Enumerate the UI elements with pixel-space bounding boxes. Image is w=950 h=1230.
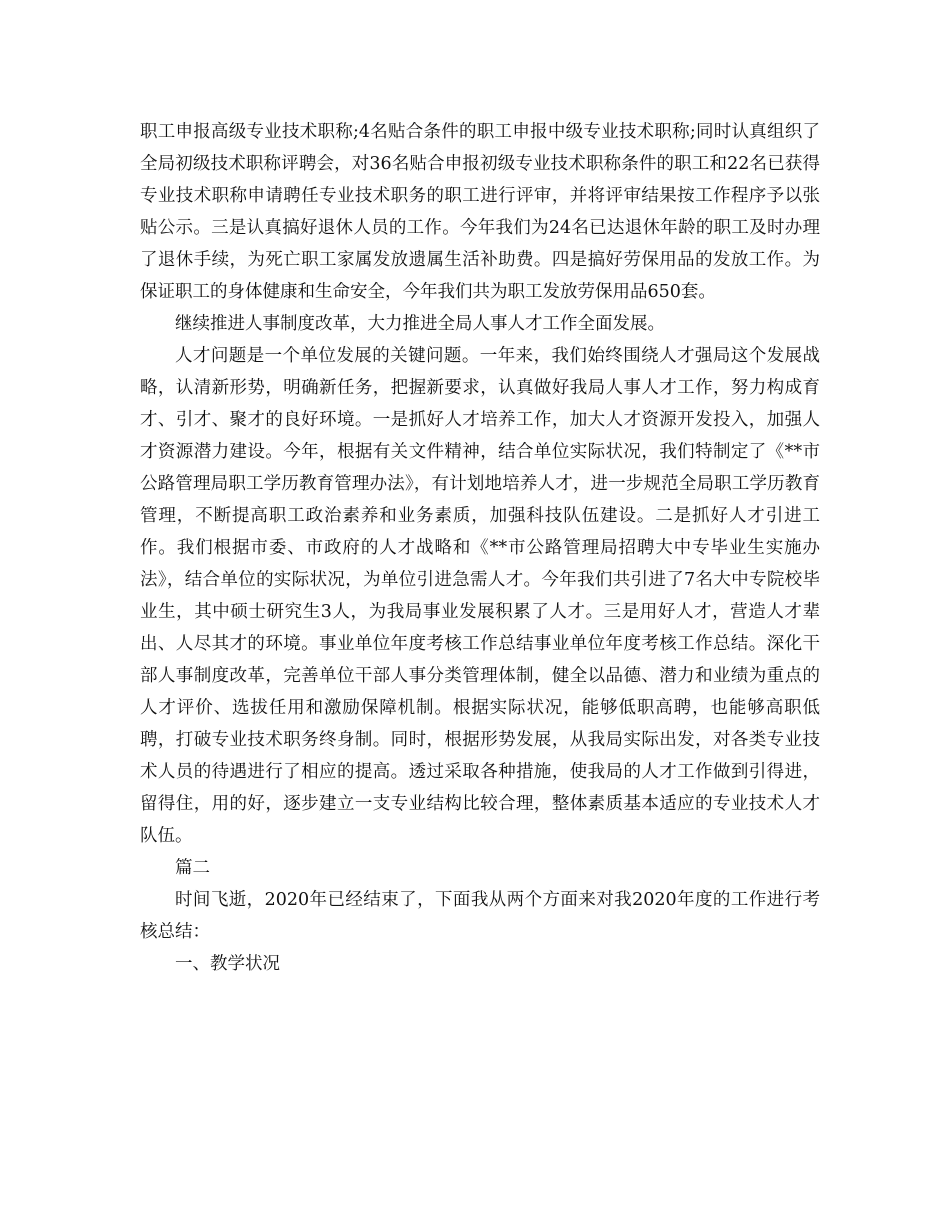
paragraph-talent: 人才问题是一个单位发展的关键问题。一年来，我们始终围绕人才强局这个发展战略，认清新形势，明确新任务，把握新要求，认真做好我局人事人才工作，努力构成育才、引才、聚才的良好环境。一是抓好人才培养工作，加大人才资源开发投入，加强人才资源潜力建设。今年，根据有关文件精神，结合单位实际状况，我们特制定了《**市公路管理局职工学历教育管理办法》，有计划地培养人才，进一步规范全局职工学历教育管理，不断提高职工政治素养和业务素质，加强科技队伍建设。二是抓好人才引进工作。我们根据市委、市政府的人才战略和《**市公路管理局招聘大中专毕业生实施办法》，结合单位的实际状况，为单位引进急需人才。今年我们共引进了7名大中专院校毕业生，其中硕士研究生3人，为我局事业发展积累了人才。三是用好人才，营造人才辈出、人尽其才的环境。事业单位年度考核工作总结事业单位年度考核工作总结。深化干部人事制度改革，完善单位干部人事分类管理体制，健全以品德、潜力和业绩为重点的人才评价、选拔任用和激励保障机制。根据实际状况，能够低职高聘，也能够高职低聘，打破专业技术职务终身制。同时，根据形势发展，从我局实际出发，对各类专业技术人员的待遇进行了相应的提高。透过采取各种措施，使我局的人才工作做到引得进，留得住，用的好，逐步建立一支专业结构比较合理，整体素质基本适应的专业技术人才队伍。	[140, 346, 820, 846]
paragraph-continuation: 职工申报高级专业技术职称;4名贴合条件的职工申报中级专业技术职称;同时认真组织了全局初级技术职称评聘会，对36名贴合申报初级专业技术职称条件的职工和22名已获得专业技术职称申请聘任专业技术职务的职工进行评审，并将评审结果按工作程序予以张贴公示。三是认真搞好退休人员的工作。今年我们为24名已达退休年龄的职工及时办理了退休手续，为死亡职工家属发放遗属生活补助费。四是搞好劳保用品的发放工作。为保证职工的身体健康和生命安全，今年我们共为职工发放劳保用品650套。	[140, 122, 820, 302]
paragraph-intro-2020: 时间飞逝，2020年已经结束了，下面我从两个方面来对我2020年度的工作进行考核总结：	[140, 890, 820, 942]
subheading-teaching: 一、教学状况	[175, 954, 280, 974]
document-body	[140, 116, 820, 980]
section-heading-part-two: 篇二	[175, 858, 210, 878]
paragraph-reform-heading: 继续推进人事制度改革，大力推进全局人事人才工作全面发展。	[175, 314, 665, 334]
